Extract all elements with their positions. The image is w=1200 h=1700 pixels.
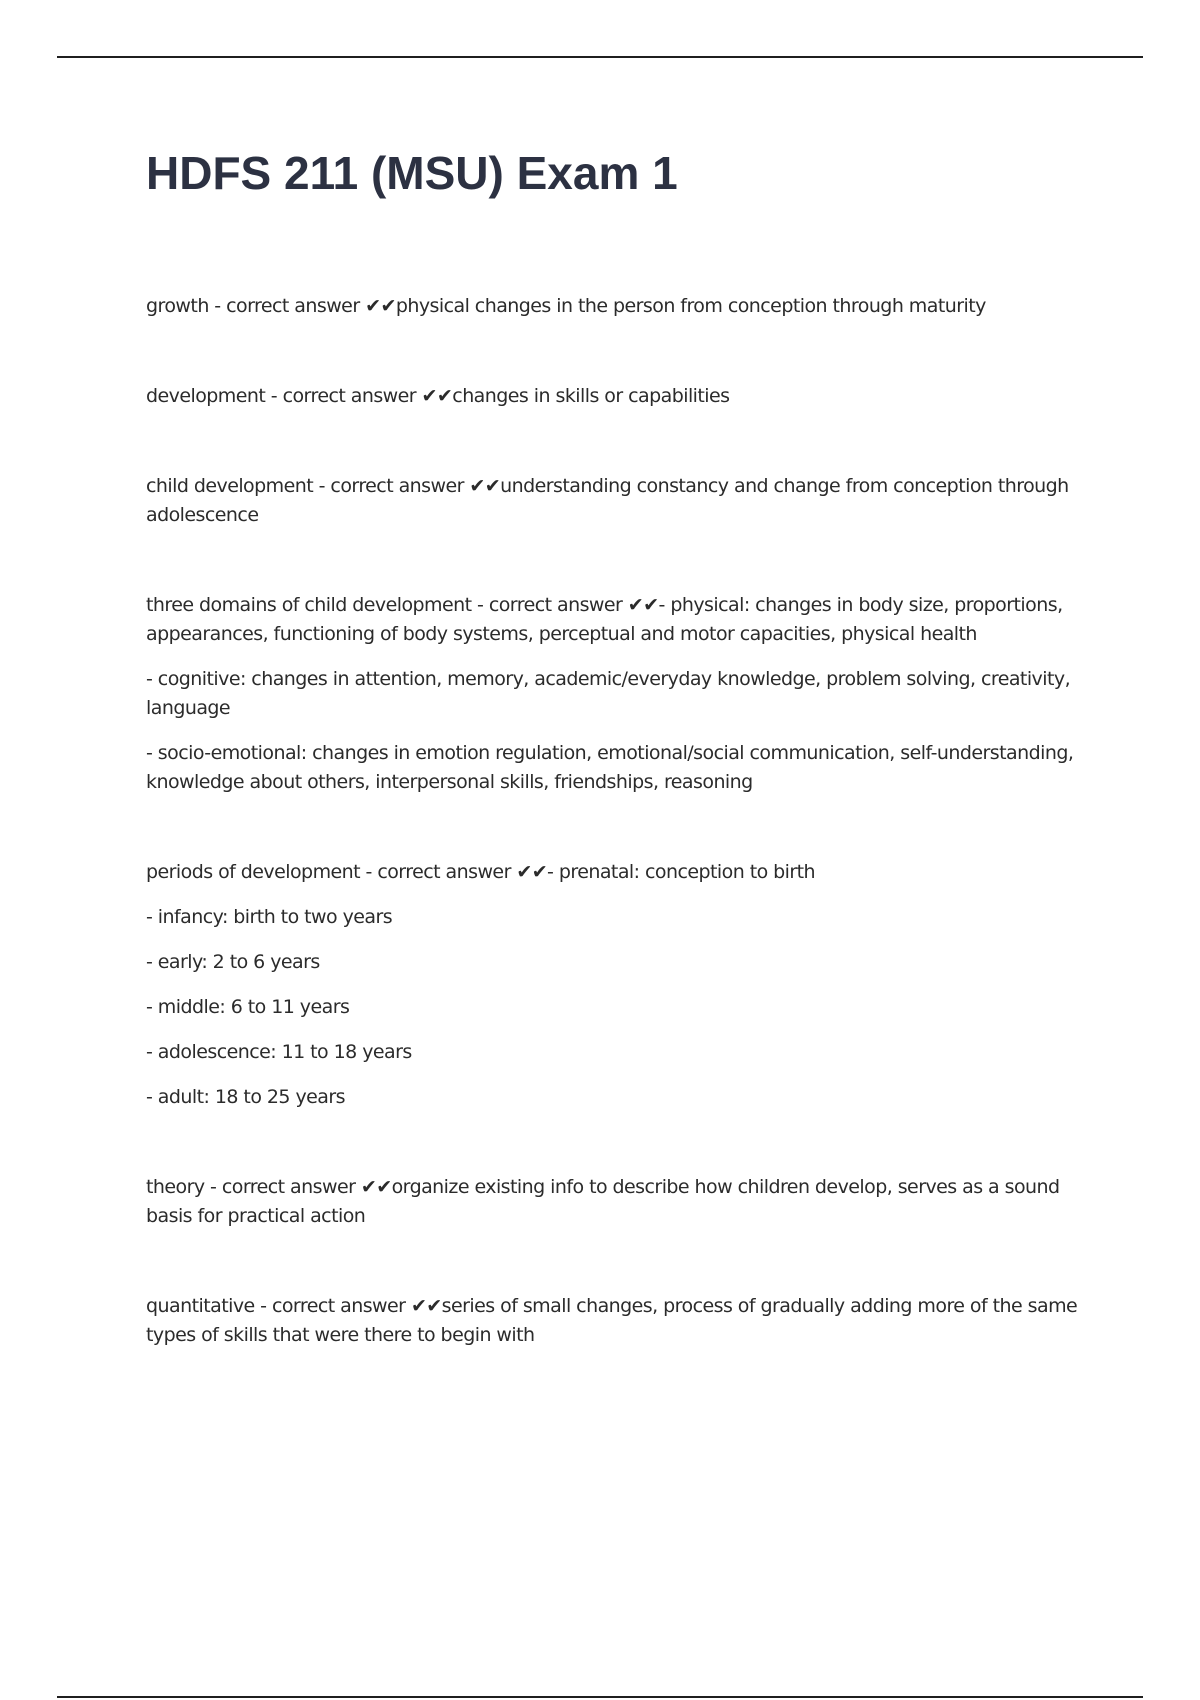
entry-line: periods of development - correct answer ✔✔- prenatal: conception to birth — [146, 861, 816, 883]
entry-child-development — [146, 472, 1086, 530]
entry-line: - early: 2 to 6 years — [146, 951, 320, 973]
entry-periods-of-development — [146, 858, 1086, 1112]
entry-line: - middle: 6 to 11 years — [146, 996, 350, 1018]
entry-three-domains — [146, 591, 1086, 797]
entry-line: - adolescence: 11 to 18 years — [146, 1041, 412, 1063]
entry-growth — [146, 292, 1086, 321]
entry-line: development - correct answer ✔✔changes in skills or capabilities — [146, 385, 730, 407]
entry-line: - socio-emotional: changes in emotion regulation, emotional/social communication, self-understanding, knowledge about others, interpersonal skills, friendships, reasoning — [146, 742, 1074, 793]
entry-line: child development - correct answer ✔✔understanding constancy and change from conception through adolescence — [146, 475, 1069, 526]
entry-line: theory - correct answer ✔✔organize existing info to describe how children develop, serves as a sound basis for practical action — [146, 1176, 1060, 1227]
top-divider — [57, 56, 1143, 58]
bottom-divider — [57, 1696, 1143, 1698]
entry-line: three domains of child development - correct answer ✔✔- physical: changes in body size, proportions, appearances, functioning of body systems, perceptual and motor capacities, physical health — [146, 594, 1063, 645]
entry-line: growth - correct answer ✔✔physical changes in the person from conception through maturity — [146, 295, 986, 317]
entry-theory — [146, 1173, 1086, 1231]
entry-line: quantitative - correct answer ✔✔series of small changes, process of gradually adding more of the same types of skills that were there to begin with — [146, 1295, 1078, 1346]
entry-line: - infancy: birth to two years — [146, 906, 393, 928]
entry-line: - adult: 18 to 25 years — [146, 1086, 345, 1108]
entry-line: - cognitive: changes in attention, memory, academic/everyday knowledge, problem solving, creativity, language — [146, 668, 1071, 719]
document-title: HDFS 211 (MSU) Exam 1 — [146, 147, 678, 199]
entry-development — [146, 382, 1086, 411]
entries-list — [146, 292, 1086, 1411]
entry-quantitative — [146, 1292, 1086, 1350]
